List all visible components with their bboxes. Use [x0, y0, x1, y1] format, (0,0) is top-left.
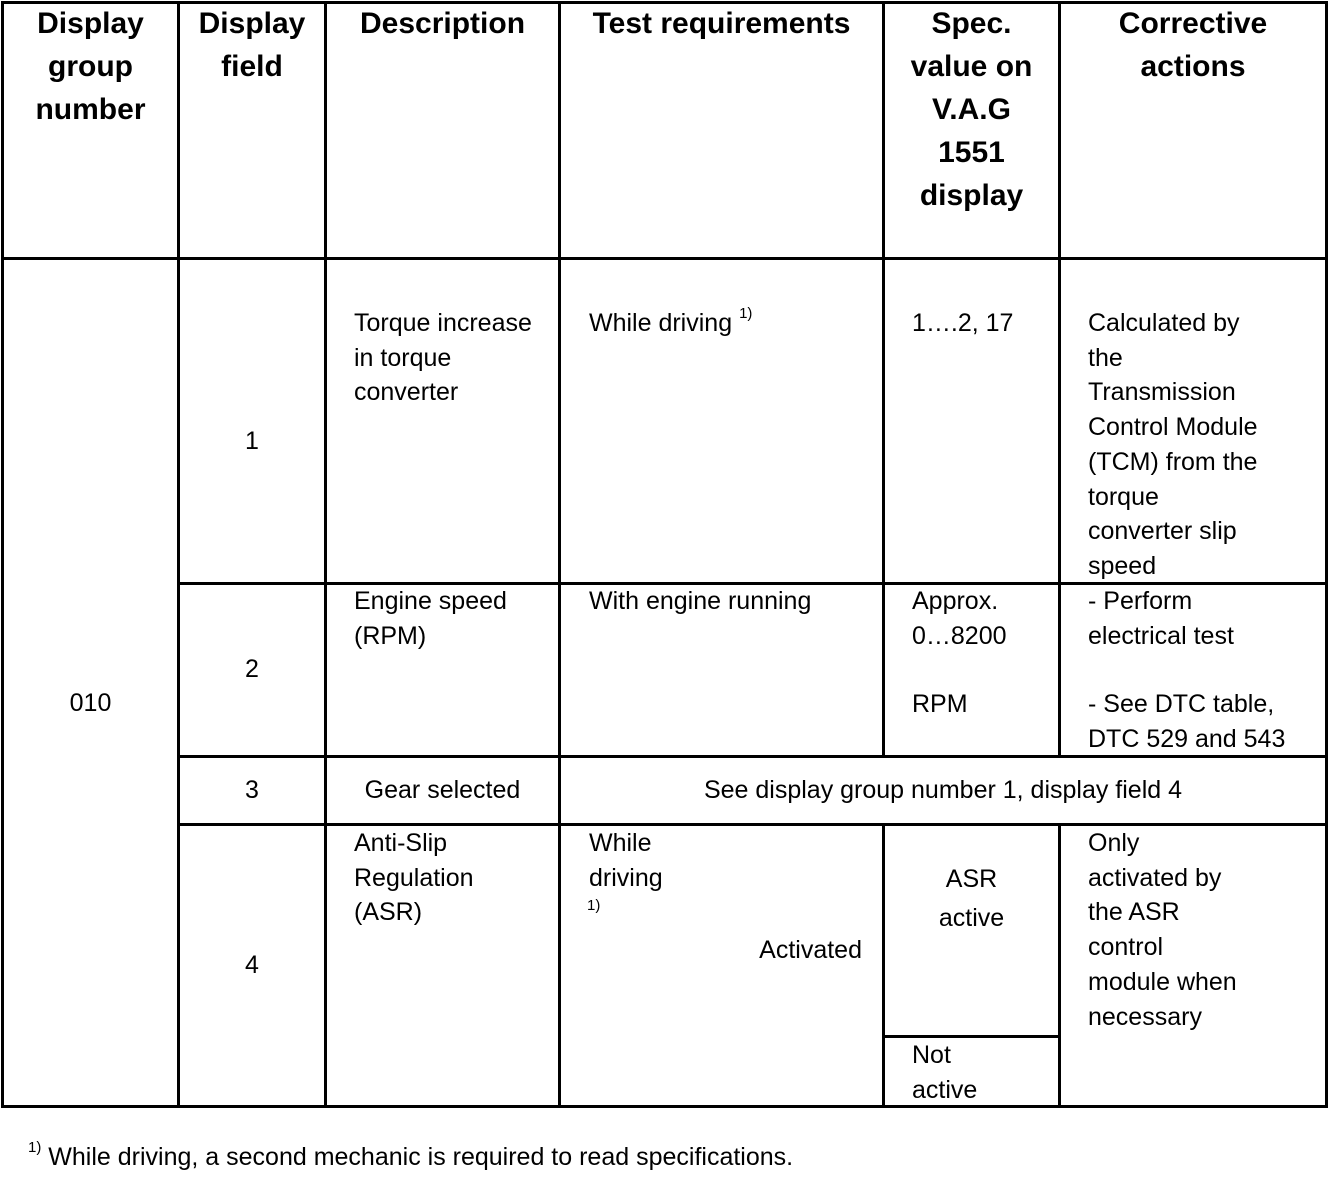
row4-corrective-action: Only activated by the ASR control module when necessary [1088, 829, 1237, 1031]
row1-corrective-action: Calculated by the Transmission Control Module (TCM) from the torque converter slip speed [1088, 309, 1258, 580]
row4-test-condition: Activated [759, 936, 862, 964]
header-divider [1, 257, 1328, 260]
row1-description: Torque increase in torque converter [354, 309, 532, 407]
row2-test-requirement: With engine running [589, 587, 812, 615]
row2-field: 2 [245, 655, 259, 683]
row2-spec-unit: RPM [912, 690, 968, 718]
header-corrective-actions: Corrective actions [1118, 7, 1268, 83]
row4-spec-active: ASR active [938, 865, 1005, 932]
col-divider-3 [558, 1, 561, 1108]
header-field: Display field [198, 7, 306, 83]
footnote-marker: 1) [28, 1138, 42, 1156]
row1-field: 1 [245, 427, 259, 455]
row4-description: Anti-Slip Regulation (ASR) [354, 829, 474, 927]
table-border-bottom [1, 1105, 1328, 1108]
group-number: 010 [69, 689, 112, 717]
header-spec-value: Spec. value on V.A.G 1551 display [910, 7, 1033, 212]
row2-corrective-action-2: - See DTC table, DTC 529 and 543 [1088, 690, 1286, 753]
row4-test-requirement: While driving [589, 829, 663, 892]
row2-corrective-action-1: - Perform electrical test [1088, 587, 1234, 650]
row2-spec-value: Approx. 0…8200 [912, 587, 1007, 650]
row4-spec-inactive: Not active [912, 1041, 978, 1104]
header-test-requirements: Test requirements [592, 7, 851, 40]
row3-see-reference: See display group number 1, display field 4 [703, 776, 1183, 804]
row3-description: Gear selected [364, 776, 521, 804]
col-divider-5b [1058, 823, 1061, 1108]
col-divider-2 [324, 1, 327, 1108]
table-border-left [1, 1, 4, 1108]
col-divider-5a [1058, 1, 1061, 758]
row4-field: 4 [245, 951, 259, 979]
row1-test-text: While driving [589, 309, 733, 337]
table-border-right [1325, 1, 1328, 1108]
header-description: Description [359, 7, 526, 40]
row4-footnote-marker: 1) [587, 897, 601, 914]
row1-spec-value: 1….2, 17 [912, 309, 1014, 337]
row1-test-requirement [589, 306, 879, 341]
footnote [28, 1140, 793, 1174]
row1-footnote-marker: 1) [739, 304, 753, 322]
footnote-text: While driving, a second mechanic is required to read specifications. [48, 1143, 794, 1171]
row2-description: Engine speed (RPM) [354, 587, 507, 650]
col-divider-1 [177, 1, 180, 1108]
row3-field: 3 [245, 776, 259, 804]
header-group-number: Display group number [35, 7, 146, 126]
